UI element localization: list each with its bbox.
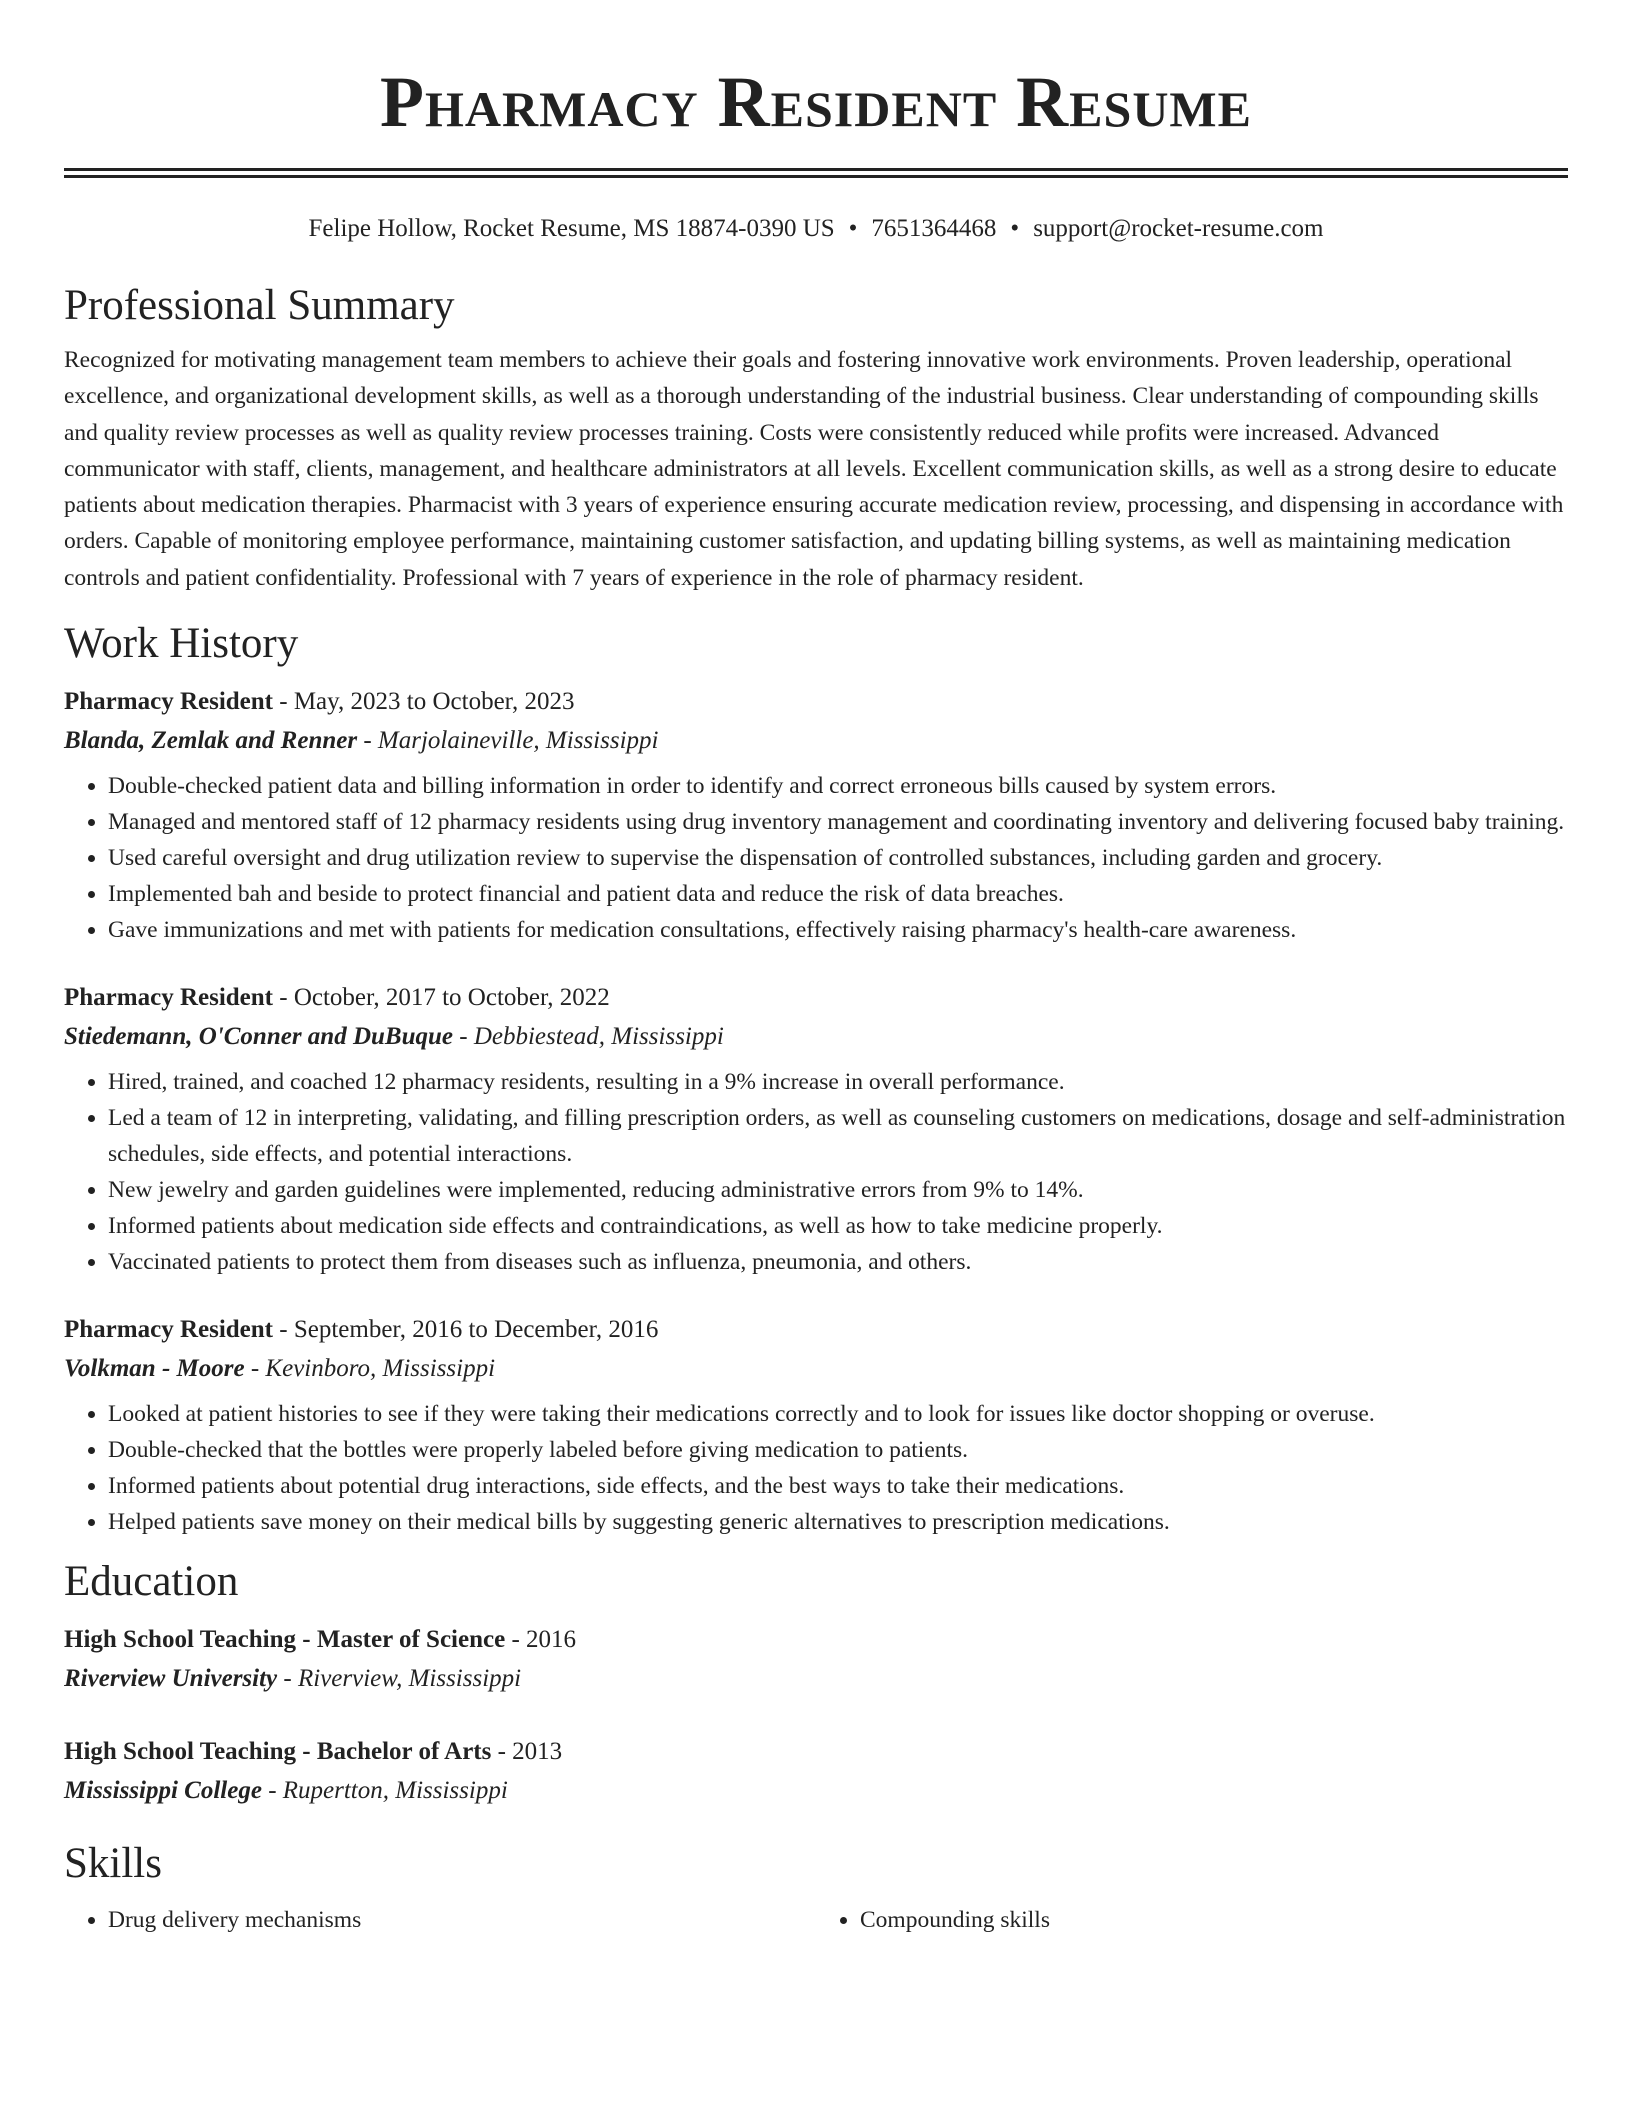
work-history-heading: Work History: [64, 620, 299, 668]
job-bullet: • Informed patients about potential drug interactions, side effects, and the best ways to take their medications.: [108, 1468, 1568, 1504]
education-entry: [64, 1732, 1568, 1810]
job-employer: [64, 1350, 1568, 1388]
job-header: [64, 682, 1568, 722]
job-bullets: [64, 1396, 1568, 1540]
job-bullet: • Double-checked patient data and billing information in order to identify and correct erroneous bills caused by system errors.: [108, 768, 1568, 804]
summary-text: Recognized for motivating management team members to achieve their goals and fostering innovative work environments. Proven leadership, operational excellence, and organizational development skills, as well as a thorough understanding of the industrial business. Clear understanding of compounding skills and quality review processes as well as quality review processes training. Costs were consistently reduced while profits were increased. Advanced communicator with staff, clients, management, and healthcare administrators at all levels. Excellent communication skills, as well as a strong desire to educate patients about medication therapies. Pharmacist with 3 years of experience ensuring accurate medication review, processing, and dispensing in accordance with orders. Capable of monitoring employee performance, maintaining customer satisfaction, and updating billing systems, as well as maintaining medication controls and patient confidentiality. Professional with 7 years of experience in the role of pharmacy resident.: [64, 347, 1564, 591]
education-heading: Education: [64, 1558, 239, 1606]
skills-columns: [64, 1902, 1568, 1938]
education-year: - 2016: [505, 1626, 577, 1654]
education-school-line: [64, 1660, 1568, 1698]
job-dates: - October, 2017 to October, 2022: [273, 984, 610, 1012]
job-entry: [64, 682, 1568, 948]
job-company: Volkman - Moore: [64, 1355, 245, 1383]
contact-line: [64, 212, 1568, 246]
job-bullet: • Helped patients save money on their medical bills by suggesting generic alternatives to prescription medications.: [108, 1504, 1568, 1540]
summary-section: [64, 278, 1568, 596]
job-bullet: • Led a team of 12 in interpreting, validating, and filling prescription orders, as well as counseling customers on medications, dosage and self-administration schedules, side effects, and potential interactions.: [108, 1100, 1568, 1172]
skills-section: [64, 1836, 1568, 1938]
job-company: Stiedemann, O'Conner and DuBuque: [64, 1023, 453, 1051]
job-location: - Marjolaineville, Mississippi: [357, 727, 659, 755]
skills-left-column: [64, 1902, 816, 1938]
education-header: [64, 1620, 1568, 1660]
job-employer: [64, 1018, 1568, 1056]
contact-separator: •: [1010, 215, 1020, 242]
education-entry: [64, 1620, 1568, 1698]
job-bullet: • Looked at patient histories to see if they were taking their medications correctly and to look for issues like doctor shopping or overuse.: [108, 1396, 1568, 1432]
education-degree: High School Teaching - Bachelor of Arts: [64, 1738, 492, 1766]
job-bullet: • Gave immunizations and met with patients for medication consultations, effectively raising pharmacy's health-care awareness.: [108, 912, 1568, 948]
skills-heading: Skills: [64, 1840, 162, 1888]
education-location: - Rupertton, Mississippi: [261, 1777, 508, 1805]
job-header: [64, 1310, 1568, 1350]
job-bullet: • Implemented bah and beside to protect financial and patient data and reduce the risk of data breaches.: [108, 876, 1568, 912]
education-school: Riverview University: [64, 1665, 278, 1693]
job-bullet: • Vaccinated patients to protect them from diseases such as influenza, pneumonia, and others.: [108, 1244, 1568, 1280]
job-dates: - September, 2016 to December, 2016: [273, 1316, 659, 1344]
education-section: [64, 1554, 1568, 1810]
job-dates: - May, 2023 to October, 2023: [273, 688, 575, 716]
contact-separator: •: [848, 215, 858, 242]
job-bullet: • Double-checked that the bottles were properly labeled before giving medication to patients.: [108, 1432, 1568, 1468]
job-employer: [64, 722, 1568, 760]
title-divider: [64, 168, 1568, 178]
education-degree: High School Teaching - Master of Science: [64, 1626, 506, 1654]
resume-title: Pharmacy Resident Resume: [380, 62, 1252, 142]
job-bullets: [64, 1064, 1568, 1280]
job-location: - Kevinboro, Mississippi: [244, 1355, 496, 1383]
skill-item: • Compounding skills: [860, 1902, 1568, 1938]
job-company: Blanda, Zemlak and Renner: [64, 727, 358, 755]
contact-address: Felipe Hollow, Rocket Resume, MS 18874-0390 US: [308, 215, 835, 242]
skill-item: • Drug delivery mechanisms: [108, 1902, 816, 1938]
skills-right-column: [816, 1902, 1568, 1938]
job-entry: [64, 978, 1568, 1280]
contact-email: support@rocket-resume.com: [1033, 215, 1324, 242]
job-header: [64, 978, 1568, 1018]
job-bullet: • Used careful oversight and drug utilization review to supervise the dispensation of controlled substances, including garden and grocery.: [108, 840, 1568, 876]
job-bullet: • Hired, trained, and coached 12 pharmacy residents, resulting in a 9% increase in overall performance.: [108, 1064, 1568, 1100]
job-location: - Debbiestead, Mississippi: [453, 1023, 724, 1051]
job-entry: [64, 1310, 1568, 1540]
education-header: [64, 1732, 1568, 1772]
education-year: - 2013: [491, 1738, 563, 1766]
job-bullets: [64, 768, 1568, 948]
job-title: Pharmacy Resident: [64, 688, 273, 716]
job-title: Pharmacy Resident: [64, 1316, 273, 1344]
job-bullet: • Informed patients about medication side effects and contraindications, as well as how to take medicine properly.: [108, 1208, 1568, 1244]
job-title: Pharmacy Resident: [64, 984, 273, 1012]
job-bullet: • New jewelry and garden guidelines were implemented, reducing administrative errors from 9% to 14%.: [108, 1172, 1568, 1208]
work-history-section: [64, 616, 1568, 1540]
job-bullet: • Managed and mentored staff of 12 pharmacy residents using drug inventory management and coordinating inventory and delivering focused baby training.: [108, 804, 1568, 840]
education-location: - Riverview, Mississippi: [277, 1665, 522, 1693]
summary-heading: Professional Summary: [64, 282, 455, 329]
education-school-line: [64, 1772, 1568, 1810]
education-school: Mississippi College: [64, 1777, 262, 1805]
contact-phone: 7651364468: [871, 215, 997, 242]
